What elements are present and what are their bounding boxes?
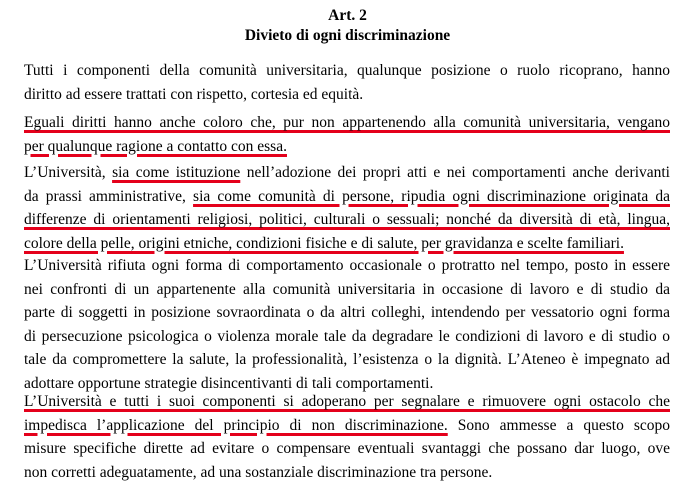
text-line: tale da compromettere la salute, la professionalità, l’esistenza o la dignità. L’Ateneo è impegnato ad [24, 351, 670, 368]
paragraph-equal-rights [24, 111, 670, 158]
paragraph-discrimination [24, 161, 670, 255]
text-line [24, 208, 670, 232]
highlighted-text: per qualunque ragione a contatto con essa. [24, 137, 287, 155]
text-line [24, 135, 670, 159]
highlighted-text: impedisca l’applicazione del principio di non discriminazione. [24, 416, 448, 434]
plain-text: nell’adozione dei propri atti e nei comportamenti anche derivanti [240, 164, 670, 181]
text-line: parte di soggetti in posizione sovraordinata o da altri colleghi, intendendo per vessatorio ogni forma [24, 304, 670, 321]
text-line: adottare opportune strategie disincentivanti di tali comportamenti. [24, 374, 434, 392]
highlighted-text: Eguali diritti hanno anche coloro che, pur non appartenendo alla comunità universitaria, vengano [24, 114, 670, 131]
text-line [24, 111, 670, 135]
text-line [24, 414, 670, 438]
text-line: non corretti adeguatamente, ad una sostanziale discriminazione tra persone. [24, 463, 493, 481]
article-number: Art. 2 [328, 7, 367, 24]
text-line [24, 390, 670, 414]
text-line: diritto ad essere trattati con rispetto, cortesia ed equità. [24, 85, 364, 103]
paragraph-rights [24, 59, 670, 106]
text-line: L’Università rifiuta ogni forma di comportamento occasionale o protratto nel tempo, posto in essere [24, 257, 670, 274]
plain-text: Sono ammesse a questo scopo [447, 416, 670, 434]
highlighted-text: differenze di orientamenti religiosi, politici, culturali o sessuali; nonché da diversità di età, lingua, [24, 211, 670, 228]
highlighted-text: L’Università e tutti i suoi componenti si adoperano per segnalare e rimuovere ogni ostacolo che [24, 393, 670, 410]
highlighted-text: sia come istituzione [112, 164, 241, 181]
text-line [24, 161, 670, 185]
text-line: di persecuzione psicologica o violenza morale tale da degradare le condizioni di lavoro e di studio o [24, 327, 670, 345]
text-line: nei confronti di un appartenente alla comunità universitaria in occasione di lavoro e di studio da [24, 280, 670, 298]
paragraph-obstacles [24, 390, 670, 484]
article-title: Divieto di ogni discriminazione [244, 27, 451, 44]
text-line [24, 185, 670, 209]
text-line [24, 232, 670, 256]
plain-text: da prassi amministrative, [24, 187, 194, 205]
highlighted-text: sia come comunità di persone, ripudia ogni discriminazione originata da [193, 187, 670, 205]
paragraph-harassment [24, 254, 670, 395]
text-line: misure specifiche dirette ad evitare o compensare eventuali svantaggi che possano dar luogo, ove [24, 440, 670, 457]
highlighted-text: colore della pelle, origini etniche, condizioni fisiche e di salute, per gravidanza e scelte familiari. [24, 234, 624, 252]
plain-text: L’Università, [24, 164, 113, 181]
text-line: Tutti i componenti della comunità universitaria, qualunque posizione o ruolo ricoprano, hanno [24, 62, 670, 79]
